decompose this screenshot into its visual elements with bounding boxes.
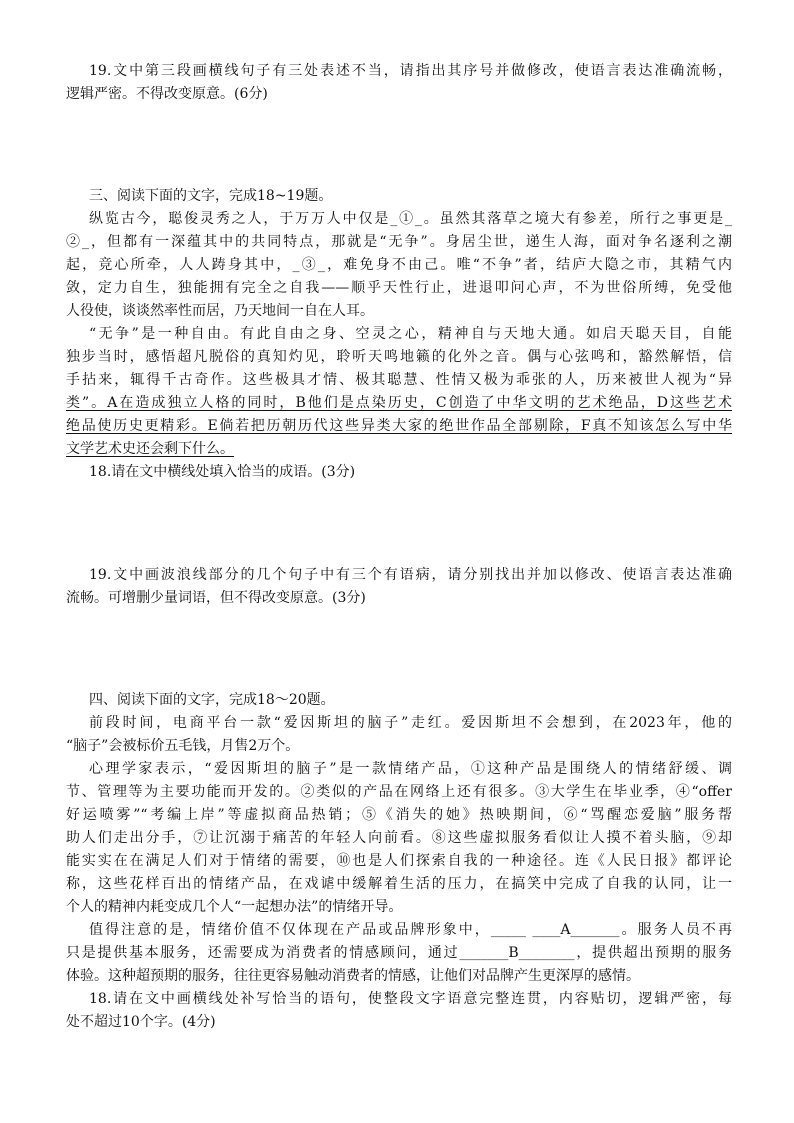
passage-line: “脑子”会被标价五毛钱，月售2万个。 — [66, 738, 300, 754]
passage-line: 人役使，谈谈然率性而居，乃天地间一自在人耳。 — [66, 303, 374, 319]
underlined-passage-line: 类”。A在造成独立人格的同时，B他们是点染历史，C创造了中华文明的艺术绝品，D这些艺术 — [66, 395, 732, 411]
passage-line: 独步当时，感悟超凡脱俗的真知灼见，聆听天鸣地籁的化外之音。偶与心弦鸣和，豁然解悟，信 — [66, 349, 732, 365]
passage-line-with-blank-b: 只是提供基本服务，还需要成为消费者的情感顾问，通过_______B________，提供超出预期的服务 — [66, 945, 732, 961]
passage-line: 助人们走出分手，⑦让沉溺于痛苦的年轻人向前看。⑧这些虚拟服务看似让人摸不着头脑，⑨却 — [66, 830, 732, 846]
passage-line: 好运喷雾”“考编上岸”等虚拟商品热销；⑤《消失的她》热映期间，⑥“骂醒恋爱脑”服务帮 — [66, 807, 732, 823]
question-19-b-line-1: 19.文中画波浪线部分的几个句子中有三个有语病，请分别找出并加以修改、使语言表达准确 — [89, 567, 732, 583]
passage-line-with-blank-a: 值得注意的是，情绪价值不仅体现在产品或品牌形象中，_____ ____A_______。服务人员不再 — [89, 922, 732, 938]
passage-line: 能实实在在满足人们对于情绪的需要，⑩也是人们探索自我的一种途径。连《人民日报》都评论 — [66, 853, 732, 869]
section-four-heading: 四、阅读下面的文字，完成18～20题。 — [89, 692, 335, 708]
underlined-passage-line: 文学艺术史还会剩下什么。 — [66, 441, 234, 457]
passage-line: 称，这些花样百出的情绪产品，在戏谑中缓解着生活的压力，在搞笑中完成了自我的认同，让一 — [66, 876, 732, 892]
question-18-b-line-1: 18.请在文中画横线处补写恰当的语句，使整段文字语意完整连贯，内容贴切，逻辑严密，每 — [89, 991, 732, 1007]
passage-line: ②_，但都有一深蕴其中的共同特点，那就是“无争”。身居尘世，递生人海，面对争名逐利之潮 — [66, 234, 732, 250]
passage-line: 节、管理等为主要功能而开发的。②类似的产品在网络上还有很多。③大学生在毕业季，④“offer — [66, 784, 732, 800]
question-19-line-2: 逻辑严密。不得改变原意。(6分) — [66, 86, 268, 102]
passage-line: 心理学家表示，“爱因斯坦的脑子”是一款情绪产品，①这种产品是围绕人的情绪舒缓、调 — [89, 761, 732, 777]
question-18-prompt: 18.请在文中横线处填入恰当的成语。(3分) — [89, 464, 356, 480]
passage-line: 前段时间，电商平台一款“爱因斯坦的脑子”走红。爱因斯坦不会想到，在2023年，他的 — [89, 715, 732, 731]
question-19-b-line-2: 流畅。可增删少量词语，但不得改变原意。(3分) — [66, 590, 366, 606]
question-18-b-line-2: 处不超过10个字。(4分) — [66, 1014, 216, 1030]
passage-line: 个人的精神内耗变成几个人“一起想办法”的情绪开导。 — [66, 899, 403, 915]
passage-line: 手拈来，辄得千古奇作。这些极具才情、极其聪慧、性情又极为乖张的人，历来被世人视为“异 — [66, 372, 732, 388]
passage-line: 体验。这种超预期的服务，往往更容易触动消费者的情感，让他们对品牌产生更深厚的感情。 — [66, 968, 640, 984]
underlined-passage-line: 绝品使历史更精彩。E倘若把历朝历代这些异类大家的绝世作品全部剔除，F真不知该怎么写中华 — [66, 418, 732, 434]
section-three-heading: 三、阅读下面的文字，完成18~19题。 — [89, 188, 333, 204]
passage-line: “无争”是一种自由。有此自由之身、空灵之心，精神自与天地大通。如启天聪天目，自能 — [89, 326, 732, 342]
passage-line: 起，竞心所牵，人人踌身其中，_③_，难免身不由己。唯“不争”者，结庐大隐之市，其精气内 — [66, 257, 732, 273]
question-19-line-1: 19.文中第三段画横线句子有三处表述不当，请指出其序号并做修改，使语言表达准确流畅， — [89, 63, 732, 79]
passage-line: 敛，定力自生，独能拥有完全之自我——顺乎天性行止，进退叩问心声，不为世俗所缚，免受他 — [66, 280, 732, 296]
passage-line: 纵览古今，聪俊灵秀之人，于万万人中仅是_①_。虽然其落草之境大有参差，所行之事更是_ — [89, 211, 732, 227]
